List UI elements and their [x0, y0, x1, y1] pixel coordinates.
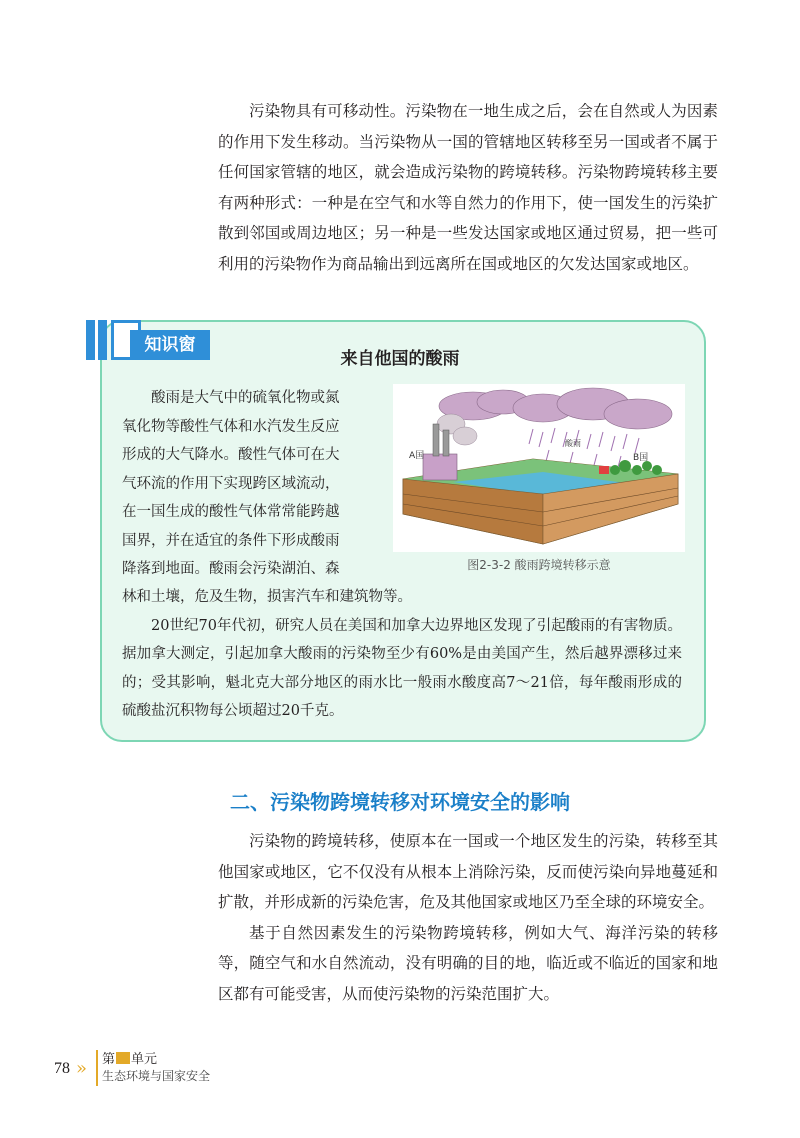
text-line: 气环流的作用下实现跨区域流动， [122, 475, 340, 492]
text-line: 国界，并在适宜的条件下形成酸雨 [122, 532, 340, 549]
figure-caption: 图2-3-2 酸雨跨境转移示意 [467, 558, 611, 572]
chevron-right-icon: » [76, 1058, 84, 1079]
knowledge-window-label: 知识窗 [130, 330, 210, 360]
acid-rain-illustration [393, 384, 685, 552]
knowledge-text-full [122, 583, 682, 726]
page-footer [50, 1040, 250, 1100]
unit-number-block [116, 1052, 130, 1064]
footer-divider [96, 1050, 98, 1086]
text-line: 酸雨是大气中的硫氧化物或氮 [151, 390, 340, 406]
label-country-b: B国 [633, 453, 649, 463]
unit-heading: 第 单元 [102, 1052, 158, 1067]
label-country-a: A国 [409, 451, 425, 461]
intro-paragraph: 污染物具有可移动性。污染物在一地生成之后，会在自然或人为因素的作用下发生移动。当污染物从一国的管辖地区转移至另一国或者不属于任何国家管辖的地区，就会造成污染物的跨境转移。污染物跨境转移主要有两种形式：一种是在空气和水等自然力的作用下，使一国发生的污染扩散到邻国或周边地区；另一种是一些发达国家或地区通过贸易，把一些可利用的污染物作为商品输出到远离所在国或地区的欠发达国家或地区。 [218, 102, 718, 273]
label-acid-rain: 酸雨 [565, 439, 581, 448]
text-line: 在一国生成的酸性气体常常能跨越 [122, 504, 340, 520]
section-title: 二、污染物跨境转移对环境安全的影响 [230, 790, 570, 814]
page-number: 78 [54, 1060, 70, 1077]
knowledge-text-left [122, 384, 384, 584]
text-line: 形成的大气降水。酸性气体可在大 [122, 447, 340, 463]
text-line: 氧化物等酸性气体和水汽发生反应 [122, 418, 340, 435]
section-body [218, 826, 718, 1009]
knowledge-paragraph-2: 20世纪70年代初，研究人员在美国和加拿大边界地区发现了引起酸雨的有害物质。据加拿大测定，引起加拿大酸雨的污染物至少有60%是由美国产生，然后越界漂移过来的；受其影响，魁北克大部分地区的雨水比一般雨水酸度高7～21倍，每年酸雨形成的硫酸盐沉积物每公顷超过20千克。 [122, 617, 682, 719]
text-line: 林和土壤，危及生物，损害汽车和建筑物等。 [122, 589, 412, 605]
knowledge-window-title: 来自他国的酸雨 [340, 349, 460, 369]
text-line: 降落到地面。酸雨会污染湖泊、森 [122, 561, 340, 577]
section-paragraph: 污染物的跨境转移，使原本在一国或一个地区发生的污染，转移至其他国家或地区，它不仅没有从根本上消除污染，反而使污染向异地蔓延和扩散，并形成新的污染危害，危及其他国家或地区乃至全球的环境安全。 [218, 832, 718, 911]
section-paragraph: 基于自然因素发生的污染物跨境转移，例如大气、海洋污染的转移等，随空气和水自然流动，没有明确的目的地，临近或不临近的国家和地区都有可能受害，从而使污染物的污染范围扩大。 [218, 923, 718, 1003]
unit-title: 生态环境与国家安全 [102, 1069, 211, 1083]
